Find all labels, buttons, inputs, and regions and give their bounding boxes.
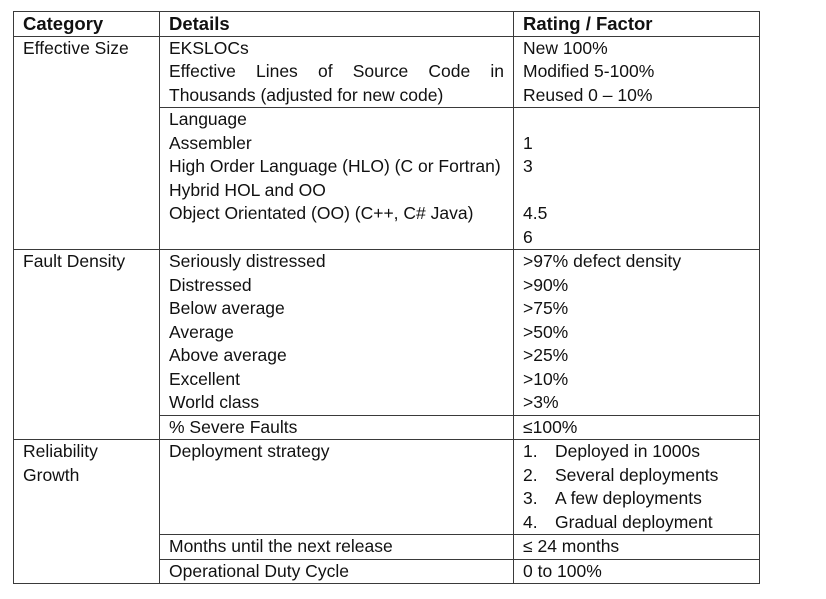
- eksloc-rating-modified: Modified 5-100%: [523, 61, 655, 81]
- fault-ratings-cell: [514, 250, 760, 416]
- fault-level-rating: >90%: [523, 274, 569, 295]
- header-row: [14, 12, 760, 37]
- table-row: [14, 36, 760, 108]
- eksloc-rating-reused: Reused 0 – 10%: [523, 84, 653, 105]
- eksloc-description: Effective Lines of Source Code in Thousands (adjusted for new code): [169, 61, 504, 105]
- language-hybrid: Hybrid HOL and OO: [169, 179, 326, 200]
- duty-cycle-label: Operational Duty Cycle: [160, 559, 514, 584]
- fault-levels-cell: [160, 250, 514, 416]
- factor-oo: 6: [523, 226, 533, 247]
- rating-factor-table: [13, 11, 760, 584]
- release-months-label: Months until the next release: [160, 535, 514, 560]
- fault-level-rating: >3%: [523, 392, 559, 412]
- severe-faults-label: % Severe Faults: [160, 415, 514, 440]
- fault-level-label: World class: [169, 392, 260, 412]
- header-rating: Rating / Factor: [514, 12, 760, 37]
- release-months-rating: ≤ 24 months: [514, 535, 760, 560]
- eksloc-rating-cell: [514, 36, 760, 108]
- fault-level-label: Seriously distressed: [169, 251, 326, 271]
- deployment-options-cell: [514, 440, 760, 535]
- header-details: Details: [160, 12, 514, 37]
- language-oo: Object Orientated (OO) (C++, C# Java): [169, 203, 474, 223]
- factor-hol: 3: [523, 156, 533, 176]
- spacer: [523, 108, 750, 132]
- fault-level-label: Average: [169, 321, 234, 342]
- eksloc-details-cell: [160, 36, 514, 108]
- spacer: [523, 179, 750, 203]
- fault-level-rating: >25%: [523, 345, 569, 365]
- severe-faults-rating: ≤100%: [514, 415, 760, 440]
- category-effective-size: Effective Size: [14, 36, 160, 250]
- fault-level-rating: >97% defect density: [523, 251, 682, 271]
- language-details-cell: [160, 108, 514, 250]
- factor-assembler: 1: [523, 132, 533, 153]
- category-reliability-line1: Reliability: [23, 441, 98, 461]
- deployment-option: 4. Gradual deployment: [523, 511, 713, 532]
- fault-level-rating: >10%: [523, 368, 569, 389]
- deployment-option: 3. A few deployments: [523, 488, 702, 508]
- language-assembler: Assembler: [169, 132, 252, 153]
- fault-level-label: Below average: [169, 298, 285, 318]
- fault-level-label: Above average: [169, 345, 287, 365]
- deployment-strategy-label: Deployment strategy: [160, 440, 514, 535]
- eksloc-rating-new: New 100%: [523, 37, 608, 58]
- category-fault-density: Fault Density: [14, 250, 160, 440]
- factor-hybrid: 4.5: [523, 203, 548, 223]
- language-factor-cell: [514, 108, 760, 250]
- category-reliability-line2: Growth: [23, 464, 80, 485]
- fault-level-rating: >50%: [523, 321, 569, 342]
- duty-cycle-rating: 0 to 100%: [514, 559, 760, 584]
- fault-level-label: Distressed: [169, 274, 252, 295]
- category-reliability-growth: [14, 440, 160, 584]
- eksloc-title: EKSLOCs: [169, 37, 249, 58]
- language-title: Language: [169, 109, 247, 129]
- header-category: Category: [14, 12, 160, 37]
- language-hol: High Order Language (HLO) (C or Fortran): [169, 156, 501, 176]
- table-row: [14, 250, 760, 416]
- fault-level-rating: >75%: [523, 298, 569, 318]
- table-row: [14, 440, 760, 535]
- deployment-option: 1. Deployed in 1000s: [523, 441, 700, 461]
- deployment-option: 2. Several deployments: [523, 464, 719, 485]
- fault-level-label: Excellent: [169, 368, 241, 389]
